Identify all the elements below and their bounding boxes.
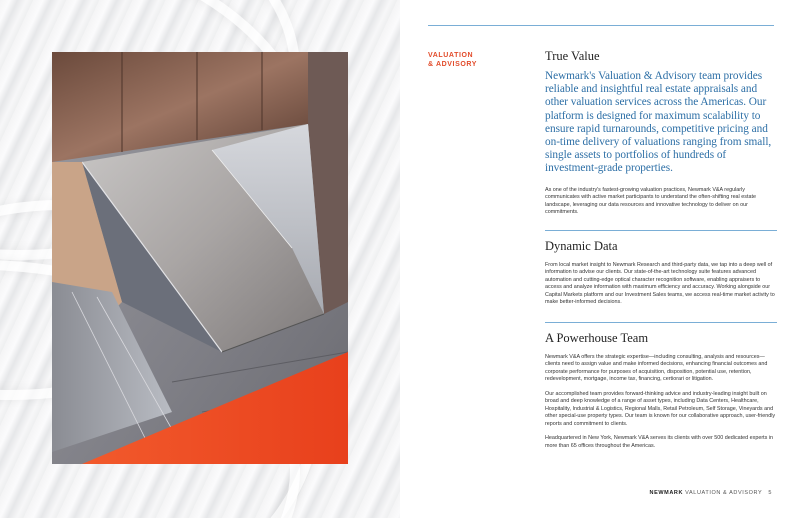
paragraph: Our accomplished team provides forward-thinking advice and industry-leading insight built on broad and deep knowledge of a range of asset types, including Data Centers, Healthcare, Hospitality, Industrial & Logistics, Regional Malls, Retail Petroleum, Self Storage, Vineyards and other special-use property types. Our team is known for our collaborative approach, user-friendly reports and commitment to clients. xyxy=(545,390,776,427)
section-divider xyxy=(545,322,777,323)
paragraph: Newmark V&A offers the strategic expertise—including consulting, analysis and resources—clients need to assign value and make informed decisions, enhancing financial outcomes and corporate performance for purposes of acquisition, disposition, potential use, retention, redevelopment, mortgage, income tax, financing, certiorari or litigation. xyxy=(545,353,768,383)
paragraph: Headquartered in New York, Newmark V&A serves its clients with over 500 dedicated experts in more than 65 offices throughout the Americas. xyxy=(545,435,774,449)
footer-label: VALUATION & ADVISORY xyxy=(685,490,763,496)
footer-brand: NEWMARK xyxy=(649,490,684,496)
heading-powerhouse-team: A Powerhouse Team xyxy=(545,330,649,345)
heading-true-value: True Value xyxy=(545,49,600,63)
architecture-image xyxy=(52,52,348,464)
architecture-photo xyxy=(52,52,348,464)
paragraph: As one of the industry's fastest-growing valuation practices, Newmark V&A regularly communicates with active market participants to understand the often-shifting real estate landscape, leveraging our data resources and innovative technology to deliver on our commitments. xyxy=(545,186,756,216)
right-page xyxy=(400,0,800,518)
section-tag-line-2: & ADVISORY xyxy=(428,61,478,68)
top-rule xyxy=(428,25,774,26)
page-number: 5 xyxy=(768,490,772,496)
section-divider xyxy=(545,230,777,231)
heading-dynamic-data: Dynamic Data xyxy=(545,238,618,253)
content-column xyxy=(545,49,777,450)
paragraph: From local market insight to Newmark Research and third-party data, we tap into a deep well of information to advise our clients. Our state-of-the-art technology suite features advanced automation and cutting-edge optical character recognition software, enabling appraisers to access and analyze information with maximum efficiency and accuracy. Working alongside our Capital Markets platform and our Investment Sales teams, we access real-time market activity to make better-informed decisions. xyxy=(545,261,775,306)
page-footer xyxy=(650,490,773,496)
lead-paragraph: Newmark's Valuation & Advisory team provides reliable and insightful real estate appraisals and other valuation services across the Americas. Our platform is designed for maximum scalability to ensure rapid turnarounds, competitive pricing and on-time delivery of valuations ranging from small, single assets to portfolios of hundreds of investment-grade properties. xyxy=(545,70,772,175)
section-tag-line-1: VALUATION xyxy=(428,52,474,59)
section-tag xyxy=(428,51,508,69)
